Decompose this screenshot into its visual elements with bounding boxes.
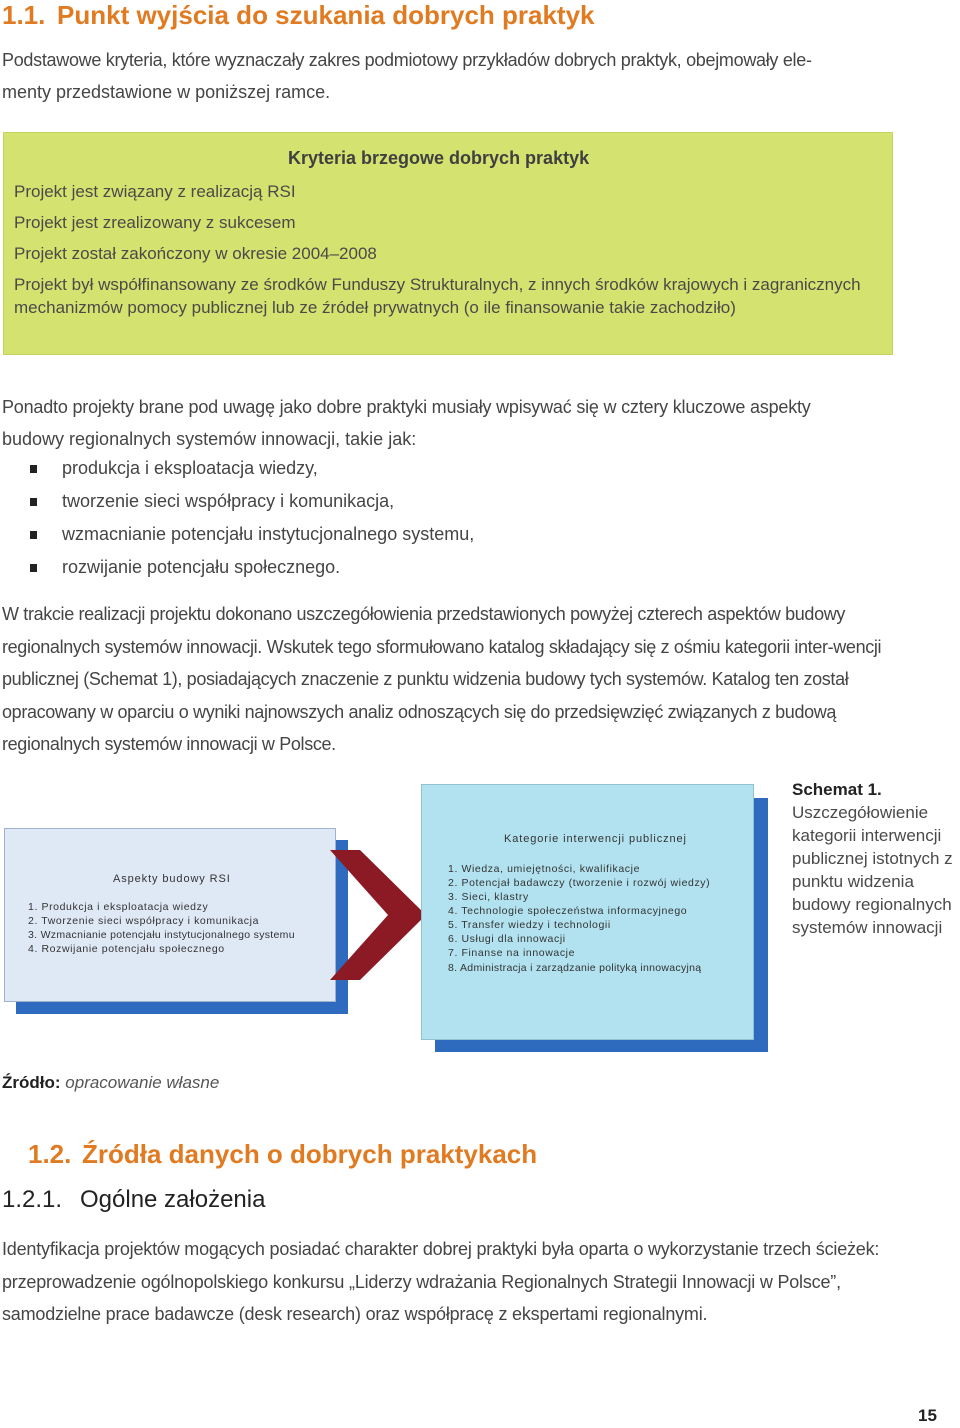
categories-box-title: Kategorie interwencji publicznej: [504, 833, 687, 845]
criteria-item: Projekt został zakończony w okresie 2004–2008: [14, 244, 377, 263]
figure-caption-text: Uszczegółowienie kategorii interwencji publicznej istotnych z punktu widzenia budowy regionalnych systemów innowacji: [792, 803, 953, 937]
list-item: [0, 524, 474, 557]
criteria-box: [3, 132, 893, 355]
figure-caption: [792, 778, 960, 939]
section-title: Punkt wyjścia do szukania dobrych praktyk: [57, 0, 595, 30]
aspects-box-item: 3. Wzmacnianie potencjału instytucjonalnego systemu: [28, 929, 295, 941]
section-number: 1.2.: [28, 1139, 72, 1169]
criteria-title: Kryteria brzegowe dobrych praktyk: [288, 148, 590, 168]
bullet-square-icon: [30, 531, 37, 539]
aspects-box-title: Aspekty budowy RSI: [113, 873, 231, 885]
criteria-item: Projekt jest związany z realizacją RSI: [14, 182, 296, 201]
categories-box-item: 6. Usługi dla innowacji: [448, 933, 566, 945]
list-item: [0, 491, 474, 524]
aspects-box-item: 2. Tworzenie sieci współpracy i komunikacja: [28, 915, 260, 927]
list-item-text: produkcja i eksploatacja wiedzy,: [62, 458, 318, 478]
subsection-number: 1.2.1.: [2, 1186, 63, 1213]
intro-line-1: Podstawowe kryteria, które wyznaczały zakres podmiotowy przykładów dobrych praktyk, obejmowały ele-: [2, 50, 812, 70]
bullet-square-icon: [30, 564, 37, 572]
categories-box-item: 7. Finanse na innowacje: [448, 947, 576, 959]
list-item-text: tworzenie sieci współpracy i komunikacja,: [62, 491, 395, 511]
criteria-item-financing: Projekt był współfinansowany ze środków Funduszy Strukturalnych, z innych środków krajowych i zagranicznych mechanizmów pomocy publicznej lub ze źródeł prywatnych (o ile finansowanie takie zachodziło): [14, 275, 861, 317]
categories-box-item: 5. Transfer wiedzy i technologii: [448, 919, 611, 931]
section-heading: [28, 1139, 537, 1170]
categories-box-item: 4. Technologie społeczeństwa informacyjnego: [448, 905, 688, 917]
list-item: [0, 458, 474, 491]
aspects-line-2: budowy regionalnych systemów innowacji, takie jak:: [2, 429, 417, 449]
subsection-title: Ogólne założenia: [80, 1186, 266, 1213]
list-item: [0, 557, 474, 590]
categories-box-item: 3. Sieci, klastry: [448, 891, 529, 903]
section-number: 1.1.: [2, 0, 46, 30]
subsection-heading: [2, 1186, 265, 1214]
aspects-list: [0, 458, 474, 590]
bullet-square-icon: [30, 498, 37, 506]
arrow-right-icon: [318, 820, 428, 1010]
source-text: opracowanie własne: [65, 1073, 220, 1092]
source-label: Źródło:: [2, 1073, 61, 1092]
page-number: 15: [918, 1406, 937, 1425]
aspects-line-1: Ponadto projekty brane pod uwagę jako dobre praktyki musiały wpisywać się w cztery kluczowe aspekty: [2, 397, 811, 417]
categories-box-item: 2. Potencjał badawczy (tworzenie i rozwój wiedzy): [448, 877, 711, 889]
source-note: [2, 1073, 219, 1093]
main-paragraph: W trakcie realizacji projektu dokonano uszczegółowienia przedstawionych powyżej czterech aspektów budowy regionalnych systemów innowacji. Wskutek tego sformułowano katalog składający się z ośmiu kategorii inter-wencji publicznej (Schemat 1), posiadających znaczenie z punktu widzenia budowy tych systemów. Katalog ten został opracowany w oparciu o wyniki najnowszych analiz odnoszących się do przedsięwzięć związanych z budową regionalnych systemów innowacji w Polsce.: [2, 604, 882, 754]
section-title: Źródła danych o dobrych praktykach: [82, 1139, 538, 1169]
aspects-box-item: 4. Rozwijanie potencjału społecznego: [28, 943, 225, 955]
categories-box-item: 1. Wiedza, umiejętności, kwalifikacje: [448, 863, 641, 875]
list-item-text: wzmacnianie potencjału instytucjonalnego systemu,: [62, 524, 475, 544]
categories-box-item: 8. Administracja i zarządzanie polityką innowacyjną: [448, 962, 702, 974]
final-paragraph: Identyfikacja projektów mogących posiadać charakter dobrej praktyki była oparta o wykorzystanie trzech ścieżek: przeprowadzenie ogólnopolskiego konkursu „Liderzy wdrażania Regionalnych Strategii Innowacji w Polsce”, samodzielne prace badawcze (desk research) oraz współpracę z ekspertami regionalnymi.: [2, 1239, 880, 1324]
list-item-text: rozwijanie potencjału społecznego.: [62, 557, 341, 577]
section-heading: [2, 0, 595, 31]
figure-label: Schemat 1.: [792, 780, 882, 799]
aspects-box: [4, 828, 336, 1002]
intro-line-2: menty przedstawione w poniższej ramce.: [2, 82, 331, 102]
aspects-box-item: 1. Produkcja i eksploatacja wiedzy: [28, 901, 209, 913]
categories-box: [421, 784, 754, 1040]
criteria-item: Projekt jest zrealizowany z sukcesem: [14, 213, 296, 232]
bullet-square-icon: [30, 465, 37, 473]
